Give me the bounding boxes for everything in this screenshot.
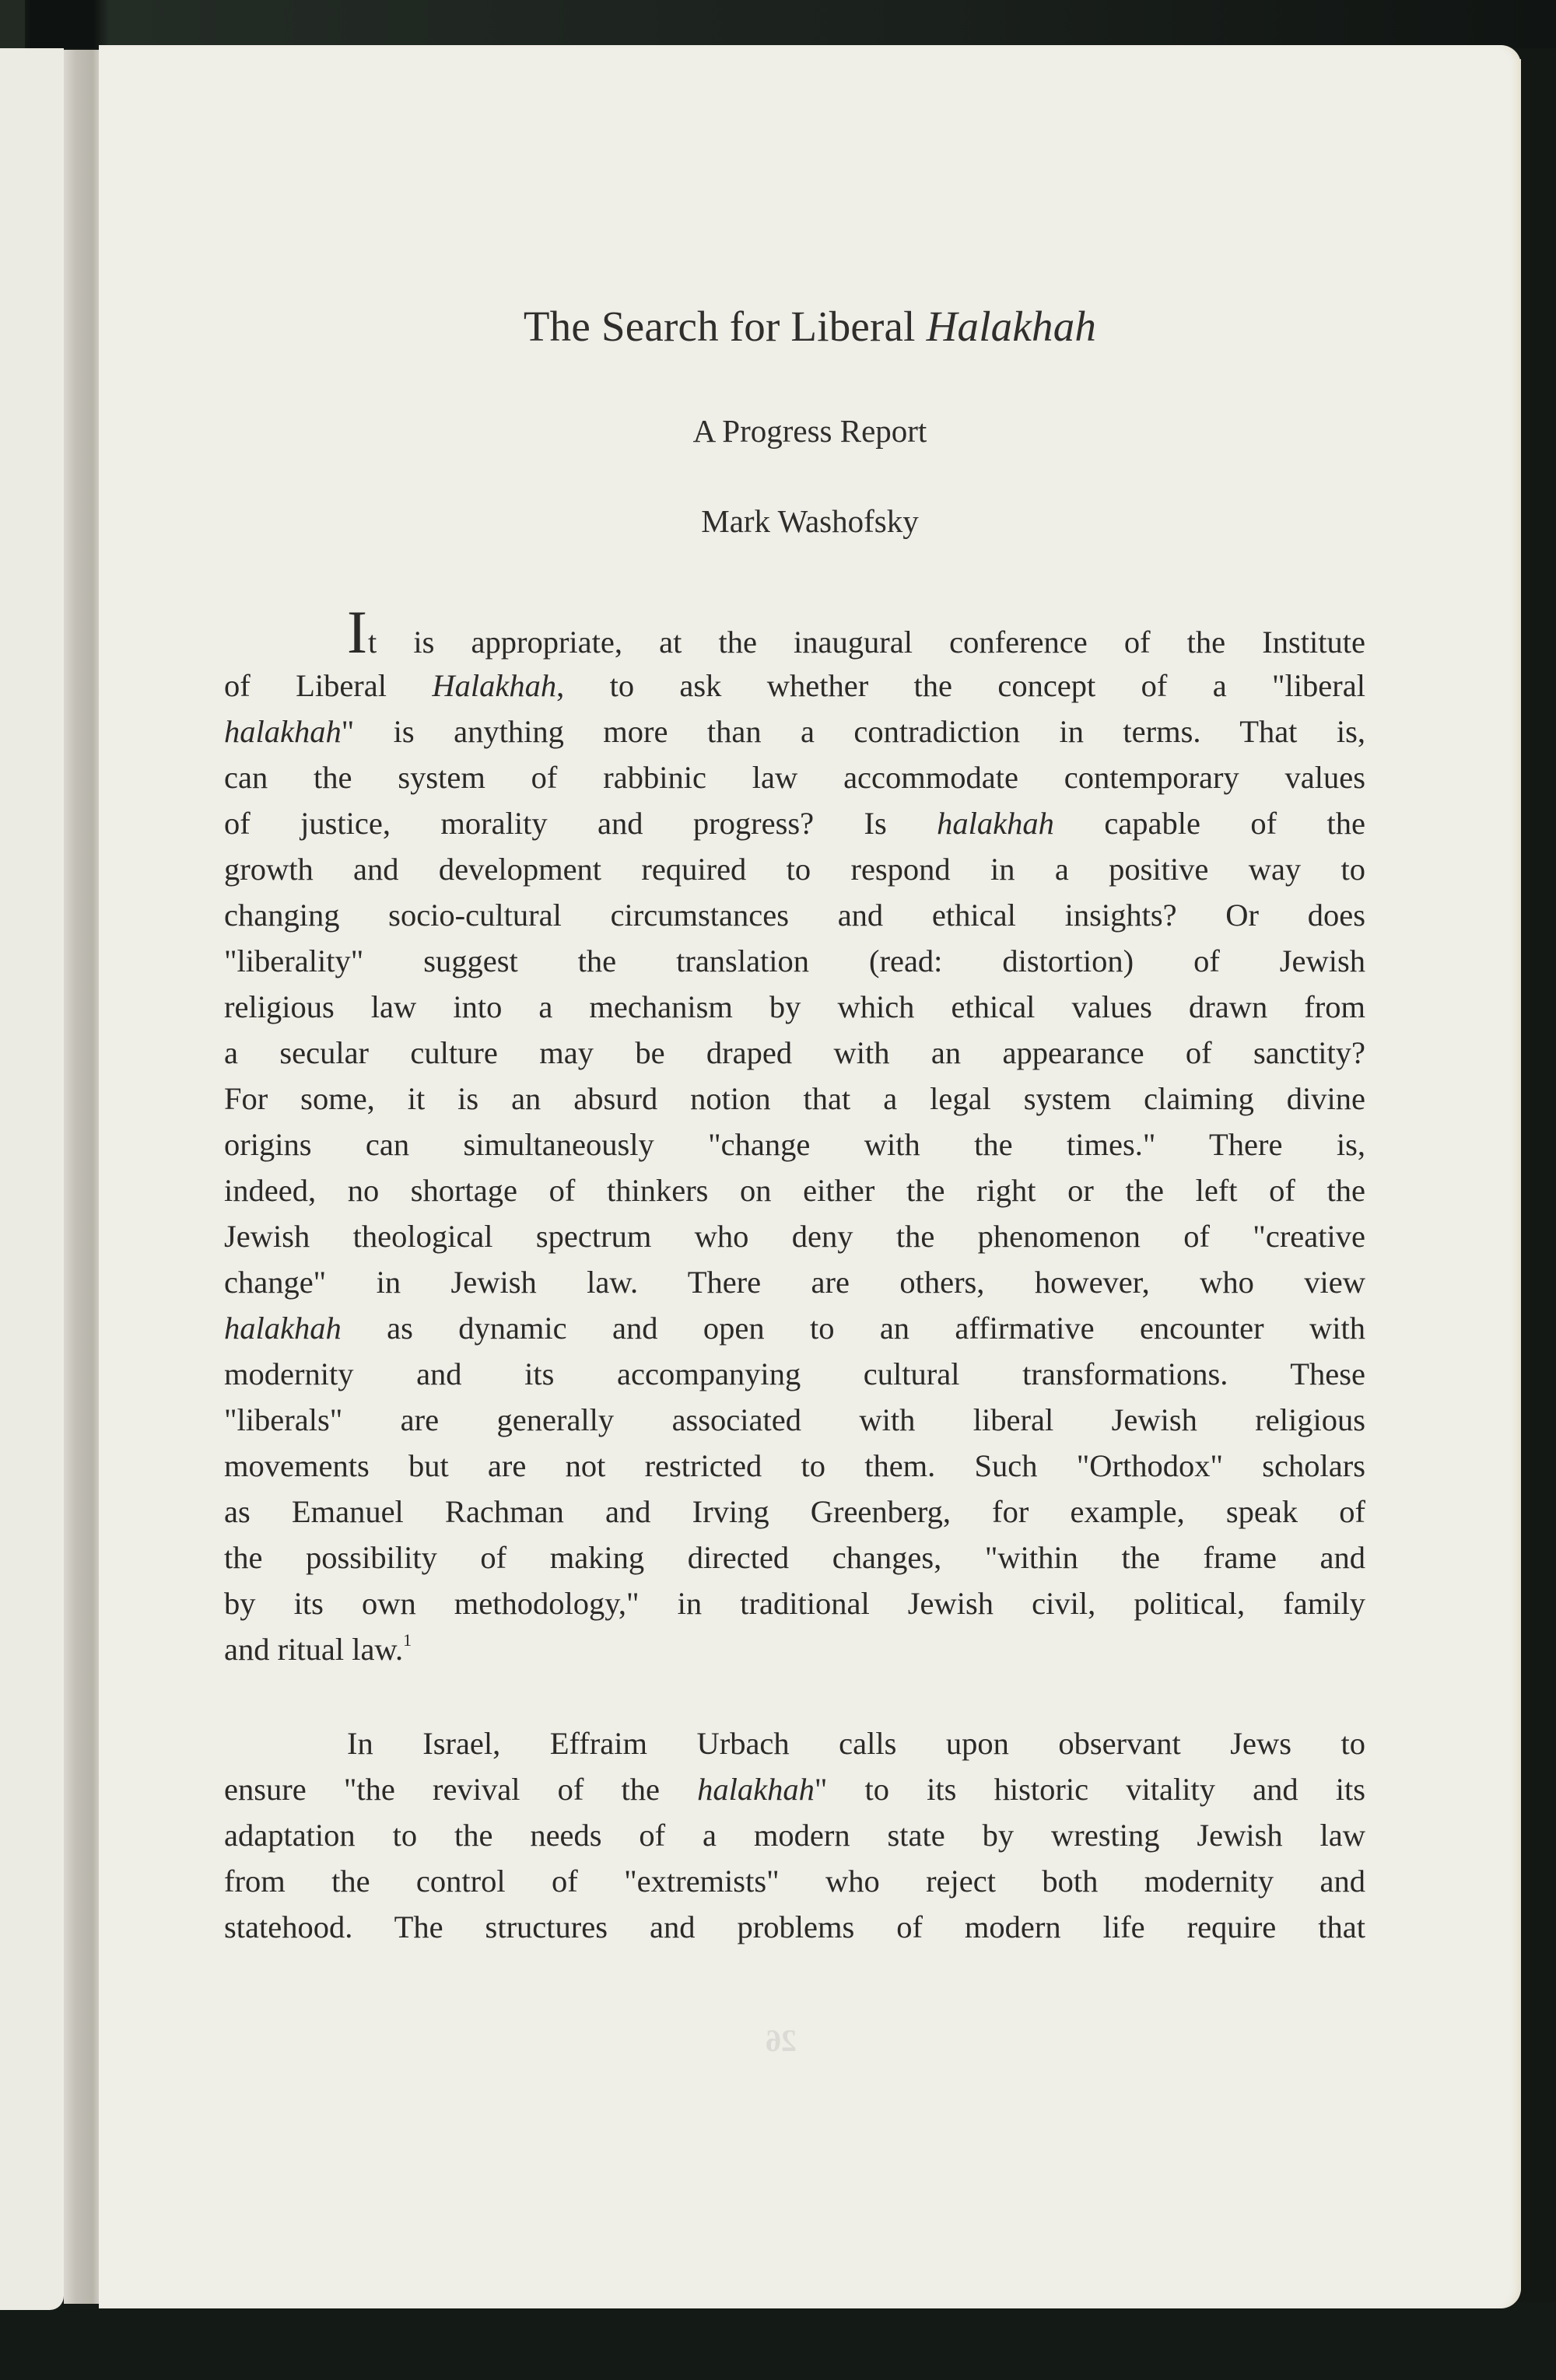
- text-run: Jewish theological spectrum who deny the phenomenon of "creative: [224, 1219, 1365, 1254]
- text-run: as dynamic and open to an affirmative encounter with: [341, 1311, 1365, 1346]
- text-run: growth and development required to respond in a positive way to: [224, 852, 1365, 887]
- chapter-title-roman: The Search for Liberal: [523, 303, 927, 350]
- scanner-background-bottom: [0, 2302, 1556, 2380]
- text-run: , to ask whether the concept of a "liberal: [556, 668, 1365, 703]
- paragraph-2: [224, 1720, 1365, 1950]
- text-line: [224, 984, 1365, 1030]
- book-page: [99, 45, 1521, 2308]
- chapter-subtitle: A Progress Report: [692, 413, 927, 449]
- text-run: changing socio-cultural circumstances and ethical insights? Or does: [224, 898, 1365, 933]
- text-run: statehood. The structures and problems of modern life require that: [224, 1909, 1365, 1944]
- text-run: the possibility of making directed changes, "within the frame and: [224, 1540, 1365, 1575]
- chapter-title-italic: Halakhah: [926, 303, 1097, 350]
- text-line: [224, 754, 1365, 800]
- text-line: [224, 1351, 1365, 1397]
- page-fore-edge: [1512, 59, 1521, 2284]
- footnote-marker[interactable]: 1: [403, 1630, 412, 1650]
- text-run: as Emanuel Rachman and Irving Greenberg, for example, speak of: [224, 1494, 1365, 1529]
- text-line: [224, 1076, 1365, 1122]
- text-run: " to its historic vitality and its: [814, 1772, 1365, 1807]
- text-run: can the system of rabbinic law accommodate contemporary values: [224, 760, 1365, 795]
- text-line: [224, 1443, 1365, 1489]
- text-run: ensure "the revival of the: [224, 1772, 698, 1807]
- text-line: [224, 1580, 1365, 1626]
- text-run: from the control of "extremists" who reject both modernity and: [224, 1864, 1365, 1899]
- text-run: a secular culture may be draped with an appearance of sanctity?: [224, 1035, 1365, 1070]
- text-run: indeed, no shortage of thinkers on either the right or the left of the: [224, 1173, 1365, 1208]
- book-gutter-shadow: [64, 50, 100, 2304]
- italic-term: halakhah: [224, 1311, 342, 1346]
- text-run: "liberals" are generally associated with liberal Jewish religious: [224, 1402, 1365, 1437]
- text-run: For some, it is an absurd notion that a legal system claiming divine: [224, 1081, 1365, 1116]
- text-line: [224, 1030, 1365, 1076]
- bleed-through-page-number: 26: [766, 2023, 797, 2058]
- text-line: [224, 1626, 1365, 1672]
- author-name: Mark Washofsky: [701, 503, 919, 539]
- italic-term: halakhah: [224, 714, 342, 749]
- text-run: In Israel, Effraim Urbach calls upon observant Jews to: [347, 1726, 1365, 1761]
- text-run: adaptation to the needs of a modern state by wresting Jewish law: [224, 1818, 1365, 1853]
- text-line: [224, 1122, 1365, 1167]
- text-run: of Liberal: [224, 668, 433, 703]
- drop-cap-initial: I: [347, 598, 367, 666]
- text-run: of justice, morality and progress? Is: [224, 806, 937, 841]
- text-line: [224, 892, 1365, 938]
- scanner-background-top: [0, 0, 1556, 48]
- text-run: "liberality" suggest the translation (read: distortion) of Jewish: [224, 943, 1365, 978]
- text-run: modernity and its accompanying cultural transformations. These: [224, 1356, 1365, 1391]
- text-line: [224, 663, 1365, 709]
- text-line: [224, 1535, 1365, 1580]
- text-run: " is anything more than a contradiction in terms. That is,: [341, 714, 1365, 749]
- text-run: change" in Jewish law. There are others, however, who view: [224, 1265, 1365, 1300]
- italic-term: halakhah: [937, 806, 1054, 841]
- text-line: [224, 1397, 1365, 1443]
- text-line: [224, 598, 1365, 666]
- paragraph-1: [224, 598, 1365, 1672]
- text-run: movements but are not restricted to them. Such "Orthodox" scholars: [224, 1448, 1365, 1483]
- text-line: [224, 846, 1365, 892]
- previous-page-edge: [0, 48, 64, 2310]
- text-line: [224, 1489, 1365, 1535]
- text-line: [224, 1812, 1365, 1858]
- text-line: [224, 1720, 1365, 1766]
- text-line: [224, 1167, 1365, 1213]
- text-run: t is appropriate, at the inaugural conference of the Institute: [367, 625, 1365, 660]
- text-run: capable of the: [1053, 806, 1365, 841]
- text-line: [224, 1213, 1365, 1259]
- text-run: origins can simultaneously "change with the times." There is,: [224, 1127, 1365, 1162]
- text-line: [224, 938, 1365, 984]
- text-line: [224, 1305, 1365, 1351]
- italic-term: Halakhah: [432, 668, 557, 703]
- text-line: [224, 1259, 1365, 1305]
- text-run: religious law into a mechanism by which ethical values drawn from: [224, 989, 1365, 1024]
- text-run: by its own methodology," in traditional Jewish civil, political, family: [224, 1586, 1365, 1621]
- chapter-title: [99, 302, 1521, 351]
- text-line: [224, 1858, 1365, 1904]
- text-line: [224, 1904, 1365, 1950]
- text-line: [224, 800, 1365, 846]
- text-line: [224, 1766, 1365, 1812]
- text-line: [224, 709, 1365, 754]
- italic-term: halakhah: [697, 1772, 815, 1807]
- text-run: and ritual law.: [224, 1632, 404, 1667]
